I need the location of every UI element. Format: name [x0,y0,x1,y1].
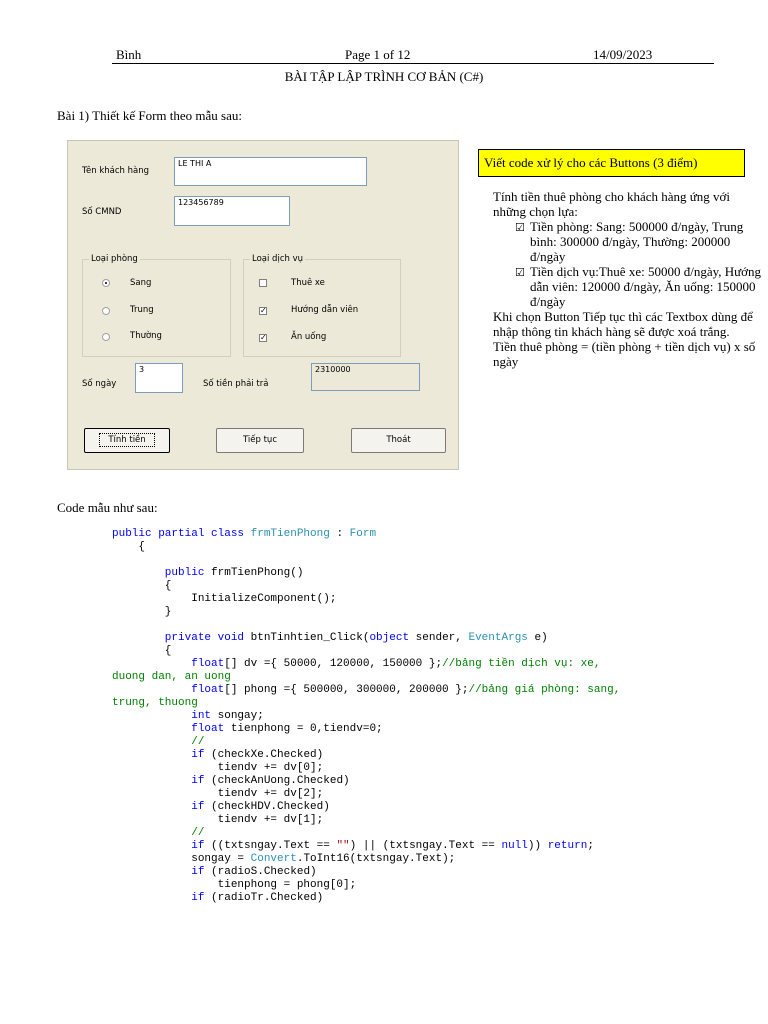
task-description [493,189,763,369]
code-token: ((txtsngay.Text == [204,840,337,852]
code-token: .ToInt16(txtsngay.Text); [296,853,456,865]
code-comment: //bảng giá phòng: sang, [468,684,621,696]
code-token: btnTinhtien_Click( [244,632,370,644]
code-token: if [112,749,205,761]
code-comment: duong dan, an uong [112,671,231,683]
code-token: EventArgs [468,632,528,644]
task-heading: Viết code xử lý cho các Buttons (3 điểm) [478,149,745,177]
id-label: Số CMND [82,207,122,217]
radio-trung[interactable] [102,307,110,315]
code-token: Convert [250,853,297,865]
code-token: float [112,658,225,670]
radio-sang-label: Sang [130,278,152,288]
task-para-next: Khi chọn Button Tiếp tục thì các Textbox dùng để nhập thông tin khách hàng sẽ được xoá trắng. [493,309,753,339]
form-mockup [67,140,459,470]
task-bullet-service [493,264,763,309]
code-token: if [112,801,205,813]
code-comment: // [112,827,205,839]
check-thue-xe-label: Thuê xe [291,278,325,288]
task-para-formula: Tiền thuê phòng = (tiền phòng + tiền dịch vụ) x số ngày [493,339,756,369]
radio-sang[interactable] [102,279,110,287]
code-line: { [112,580,172,592]
calc-button[interactable] [84,428,170,453]
exit-button[interactable]: Thoát [351,428,446,453]
task-intro: Tính tiền thuê phòng cho khách hàng ứng với những chọn lựa: [493,189,731,219]
code-token: public [112,567,205,579]
check-thue-xe[interactable] [259,279,267,287]
check-an-uong-label: Ăn uống [291,332,327,342]
radio-thuong[interactable] [102,333,110,341]
code-line: } [112,606,172,618]
code-token: songay = [112,853,251,865]
checkbox-icon: ☑ [515,221,525,234]
document-title: BÀI TẬP LẬP TRÌNH CƠ BẢN (C#) [284,69,484,84]
header-date: 14/09/2023 [593,47,653,62]
code-token: (checkXe.Checked) [204,749,324,761]
checkbox-icon: ☑ [515,266,525,279]
code-line: tiendv += dv[1]; [112,814,324,826]
check-an-uong[interactable]: ✓ [260,333,267,342]
radio-thuong-label: Thường [130,331,162,341]
code-token: null [501,840,528,852]
code-token: int [112,710,212,722]
code-token: object [369,632,410,644]
code-token: public partial class [112,528,251,540]
total-label: Số tiền phải trả [203,379,269,389]
check-huong-dan-vien-label: Hướng dẫn viên [291,305,359,315]
code-token: (checkHDV.Checked) [204,801,330,813]
code-line: { [112,541,146,553]
room-type-group [82,254,231,357]
customer-input[interactable]: LE THI A [174,157,367,186]
code-token: )) [527,840,548,852]
code-token: (radioTr.Checked) [204,892,324,904]
header-page: Page 1 of 12 [345,47,411,62]
radio-trung-label: Trung [130,305,154,315]
room-group-title: Loại phòng [91,254,138,264]
service-type-group [243,254,401,357]
code-line: tiendv += dv[2]; [112,788,324,800]
check-huong-dan-vien[interactable]: ✓ [260,306,267,315]
code-line: tienphong = phong[0]; [112,879,357,891]
code-token: sender, [409,632,469,644]
code-token: (checkAnUong.Checked) [204,775,350,787]
code-token: if [112,892,205,904]
code-token: float [112,723,225,735]
code-comment: trung, thuong [112,697,198,709]
code-token: if [112,866,205,878]
code-token: [] phong ={ 500000, 300000, 200000 }; [224,684,469,696]
code-token: private void [112,632,245,644]
code-token: float [112,684,225,696]
code-token: [] dv ={ 50000, 120000, 150000 }; [224,658,443,670]
code-string: "" [336,840,350,852]
code-token: if [112,840,205,852]
question-1: Bài 1) Thiết kế Form theo mẫu sau: [57,108,242,123]
total-output: 2310000 [311,363,420,391]
next-button[interactable]: Tiếp tục [216,428,304,453]
code-token: return [547,840,588,852]
days-label: Số ngày [82,379,117,389]
code-token: tienphong = 0,tiendv=0; [224,723,383,735]
task-bullet-room-text: Tiền phòng: Sang: 500000 đ/ngày, Trung bình: 300000 đ/ngày, Thường: 200000 đ/ngày [530,219,744,264]
code-block [112,528,620,905]
code-line: { [112,645,172,657]
code-line: tiendv += dv[0]; [112,762,324,774]
code-token: if [112,775,205,787]
calc-button-label: Tính tiền [99,433,154,447]
code-token: ) || (txtsngay.Text == [349,840,502,852]
code-token: songay; [211,710,264,722]
header-divider [112,63,714,64]
code-token: frmTienPhong() [204,567,304,579]
customer-label: Tên khách hàng [82,166,149,176]
code-comment: //bảng tiền dịch vụ: xe, [442,658,601,670]
code-token: Form [349,528,377,540]
task-bullet-room [493,219,763,264]
header-author: Bình [116,47,142,62]
id-input[interactable]: 123456789 [174,196,290,226]
code-comment: // [112,736,205,748]
code-token: frmTienPhong [250,528,330,540]
code-token: ; [587,840,594,852]
code-line: InitializeComponent(); [112,593,337,605]
days-input[interactable]: 3 [135,363,183,393]
code-token: e) [527,632,548,644]
code-intro: Code mẫu như sau: [57,500,158,515]
task-bullet-service-text: Tiền dịch vụ:Thuê xe: 50000 đ/ngày, Hướng dẫn viên: 120000 đ/ngày, Ăn uống: 150000 đ/ngày [530,264,762,309]
code-token: : [329,528,350,540]
code-token: (radioS.Checked) [204,866,317,878]
service-group-title: Loại dịch vụ [252,254,303,264]
